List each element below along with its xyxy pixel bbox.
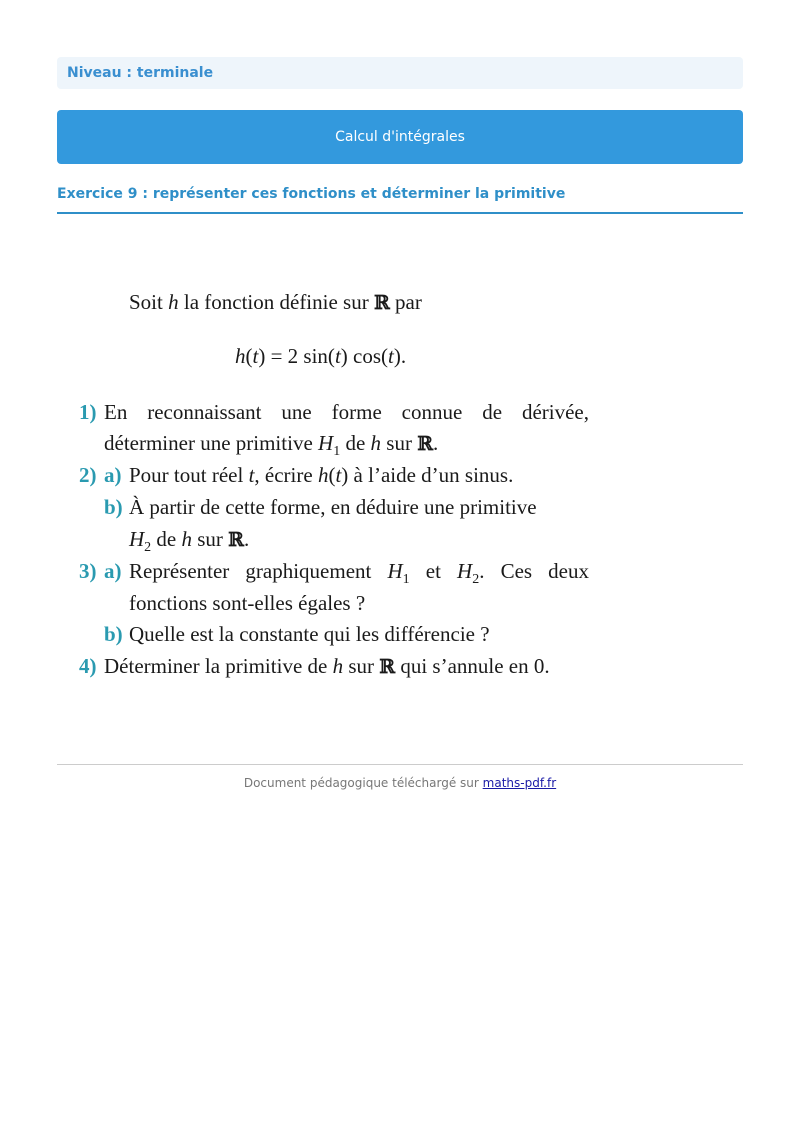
question-number-2: 2) [79, 463, 97, 487]
question-1-line-1: En reconnaissant une forme connue de dérivée, [104, 400, 589, 424]
level-label: Niveau : terminale [57, 57, 743, 89]
page-title-text: Calcul d'intégrales [335, 129, 465, 145]
question-3b-label: b) [104, 622, 123, 646]
question-2a-text: Pour tout réel t, écrire h(t) à l’aide d’un sinus. [129, 463, 514, 487]
exercise-intro: Soit h la fonction définie sur ℝ par [129, 290, 422, 314]
question-2b-line-2: $H_2$ de h sur ℝ. [129, 527, 250, 556]
question-1-line-2: déterminer une primitive $H_1$ de h sur ℝ. [104, 431, 439, 460]
question-2b-label: b) [104, 495, 123, 519]
formula: h(t) = 2 sin(t) cos(t). [235, 344, 407, 368]
question-2b-line-1: À partir de cette forme, en déduire une primitive [129, 495, 537, 519]
exercise-body [0, 280, 800, 700]
question-number-4: 4) [79, 654, 97, 678]
question-3a-line-2: fonctions sont-elles égales ? [129, 591, 366, 615]
question-3a-label: a) [104, 559, 122, 583]
exercise-heading: Exercice 9 : représenter ces fonctions et déterminer la primitive [57, 186, 743, 214]
footer-divider [57, 764, 743, 765]
question-2a-label: a) [104, 463, 122, 487]
footer-text: Document pédagogique téléchargé sur [243, 776, 479, 790]
footer [0, 776, 800, 790]
question-4-text: Déterminer la primitive de h sur ℝ qui s’annule en 0. [104, 654, 550, 678]
question-number-1: 1) [79, 400, 97, 424]
question-3a-line-1: Représenter graphiquement $H_1$ et $H_2$. Ces deux [129, 559, 589, 588]
question-number-3: 3) [79, 559, 97, 583]
question-3b-text: Quelle est la constante qui les différencie ? [129, 622, 490, 646]
page-title [57, 110, 743, 164]
footer-link[interactable]: maths-pdf.fr [482, 776, 557, 790]
